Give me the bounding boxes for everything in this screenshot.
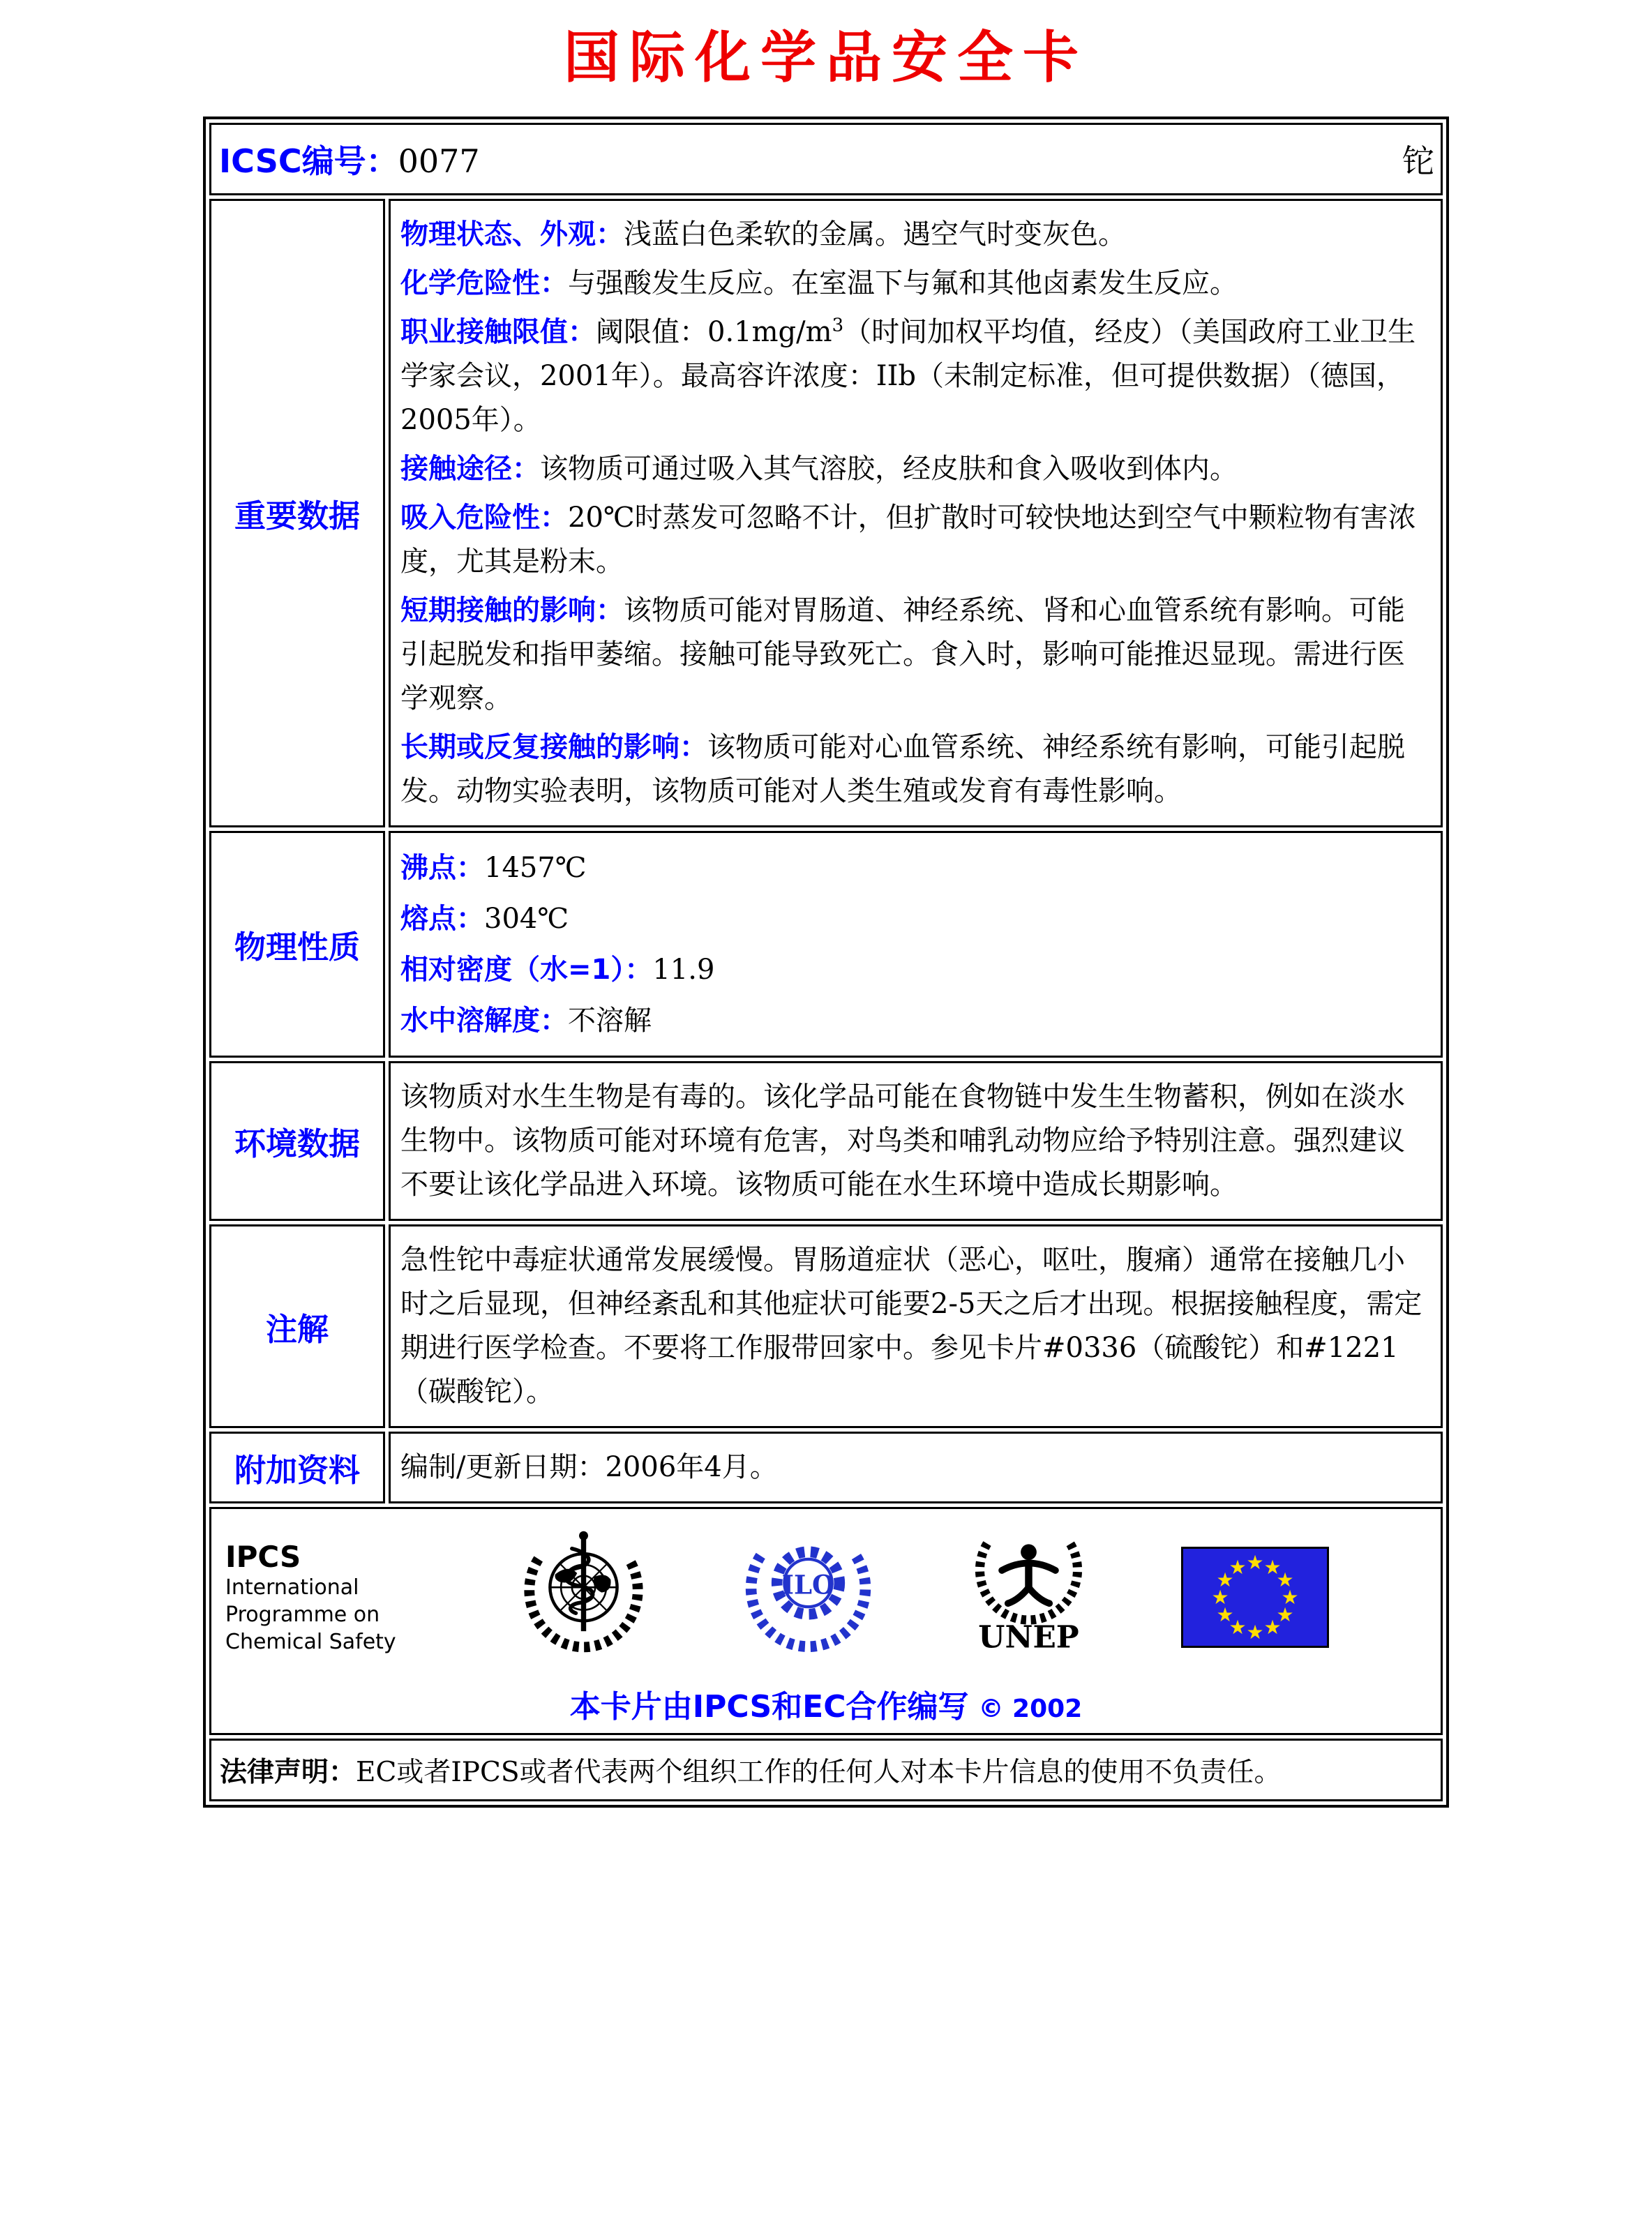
field-text: 该物质可通过吸入其气溶胶，经皮肤和食入吸收到体内。 [540,453,1238,485]
field-label: 长期或反复接触的影响： [400,731,707,763]
cooperation-caption [218,1681,1434,1726]
legal-text: EC或者IPCS或者代表两个组织工作的任何人对本卡片信息的使用不负责任。 [356,1757,1282,1788]
important-data-content [389,199,1443,827]
field-text: 该物质可能对胃肠道、神经系统、肾和心血管系统有影响。可能引起脱发和指甲萎缩。接触可能导致死亡。食入时，影响可能推迟显现。需进行医学观察。 [400,594,1405,714]
icsc-number-value: 0077 [398,142,480,180]
physical-properties-content [389,831,1443,1058]
property-label: 相对密度（水=1）： [400,954,653,986]
important-data-row [209,199,1443,827]
property-water-solubility [400,998,1431,1044]
icsc-card-table [203,117,1449,1808]
field-label: 职业接触限值： [400,316,596,348]
environmental-text: 该物质对水生生物是有毒的。该化学品可能在食物链中发生生物蓄积，例如在淡水生物中。该物质可能对环境有危害，对鸟类和哺乳动物应给予特别注意。强烈建议不要让该化学品进入环境。该物质可能在水生环境中造成长期影响。 [400,1081,1405,1201]
ipcs-text-block [225,1540,428,1656]
icsc-number [219,136,480,182]
header-row [209,123,1443,195]
section-title-additional-info: 附加资料 [209,1432,385,1503]
svg-text:★: ★ [1276,1603,1294,1626]
paragraph-chemical-danger [400,262,1431,306]
field-label: 接触途径： [400,453,540,485]
notes-text: 急性铊中毒症状通常发展缓慢。胃肠道症状（恶心，呕吐，腹痛）通常在接触几小时之后显现，但神经紊乱和其他症状可能要2-5天之后才出现。根据接触程度，需定期进行医学检查。不要将工作服带回家中。参见卡片#0336（硫酸铊）和#1221（碳酸铊）。 [400,1244,1422,1408]
property-boiling-point [400,845,1431,891]
additional-info-row [209,1432,1443,1503]
ipcs-line-2: Programme on [225,1602,380,1627]
additional-info-text: 编制/更新日期：2006年4月。 [400,1451,778,1483]
property-value: 1457℃ [484,852,587,884]
section-title-notes: 注解 [209,1224,385,1428]
svg-text:★: ★ [1211,1586,1229,1609]
field-text-continued: （时间加权平均值，经皮）（美国政府工业卫生学家会议，2001年）。最高容许浓度：IIb（未制定标准，但可提供数据）（德国，2005年）。 [400,316,1416,436]
field-label: 吸入危险性： [400,502,568,534]
svg-text:★: ★ [1281,1586,1299,1609]
copyright-text: © 2002 [978,1695,1083,1723]
svg-text:★: ★ [1216,1603,1234,1626]
svg-text:★: ★ [1276,1568,1294,1591]
property-label: 水中溶解度： [400,1005,568,1037]
section-title-physical-properties: 物理性质 [209,831,385,1058]
caption-text: 本卡片由IPCS和EC合作编写 [569,1689,969,1725]
header-cell [209,123,1443,195]
field-label: 物理状态、外观： [400,218,624,250]
field-text: 浅蓝白色柔软的金属。遇空气时变灰色。 [624,218,1126,250]
paragraph-short-term-effects [400,589,1431,721]
environmental-data-content [389,1061,1443,1221]
icsc-number-label: ICSC编号： [219,142,398,180]
logos-cell [209,1507,1443,1735]
notes-row [209,1224,1443,1428]
additional-info-content [389,1432,1443,1503]
svg-text:★: ★ [1263,1616,1282,1639]
who-logo-icon [519,1528,648,1667]
physical-properties-row [209,831,1443,1058]
svg-text:★: ★ [1216,1568,1234,1591]
field-label: 化学危险性： [400,267,568,299]
ilo-label: ILO [781,1569,834,1600]
svg-text:★: ★ [1246,1551,1264,1574]
paragraph-inhalation-risk [400,496,1431,584]
section-title-important-data: 重要数据 [209,199,385,827]
property-melting-point [400,896,1431,942]
field-label: 短期接触的影响： [400,594,624,626]
svg-text:★: ★ [1263,1556,1282,1579]
property-relative-density [400,947,1431,993]
superscript-exponent: 3 [832,315,844,336]
field-text: 20℃时蒸发可忽略不计，但扩散时可较快地达到空气中颗粒物有害浓度，尤其是粉末。 [400,502,1416,578]
legal-row [209,1739,1443,1801]
property-value: 11.9 [652,954,715,986]
ilo-logo-icon [740,1526,876,1669]
section-title-environmental-data: 环境数据 [209,1061,385,1221]
field-text: 阈限值：0.1mg/m [596,316,832,348]
svg-text:★: ★ [1229,1556,1247,1579]
notes-content [389,1224,1443,1428]
property-value: 304℃ [484,903,569,935]
environmental-data-row [209,1061,1443,1221]
ipcs-acronym: IPCS [225,1539,301,1574]
svg-text:★: ★ [1246,1621,1264,1644]
paragraph-exposure-routes [400,447,1431,491]
page-title: 国际化学品安全卡 [564,25,1088,90]
legal-label: 法律声明： [220,1757,356,1788]
property-label: 沸点： [400,852,484,884]
svg-text:★: ★ [1229,1616,1247,1639]
property-label: 熔点： [400,903,484,935]
paragraph-physical-state [400,213,1431,257]
unep-logo-icon [968,1519,1090,1676]
unep-label: UNEP [978,1619,1079,1656]
substance-name: 铊 [1402,142,1434,180]
field-text: 与强酸发生反应。在室温下与氟和其他卤素发生反应。 [568,267,1238,299]
eu-flag-icon [1181,1547,1329,1648]
ipcs-line-1: International [225,1575,359,1600]
field-text: 该物质可能对心血管系统、神经系统有影响，可能引起脱发。动物实验表明，该物质可能对人类生殖或发育有毒性影响。 [400,731,1405,807]
paragraph-long-term-effects [400,726,1431,813]
icsc-card-page [0,13,1652,1808]
legal-cell [209,1739,1443,1801]
paragraph-occupational-limits [400,310,1431,442]
property-value: 不溶解 [568,1005,652,1037]
logos-row [209,1507,1443,1735]
ipcs-line-3: Chemical Safety [225,1629,396,1654]
